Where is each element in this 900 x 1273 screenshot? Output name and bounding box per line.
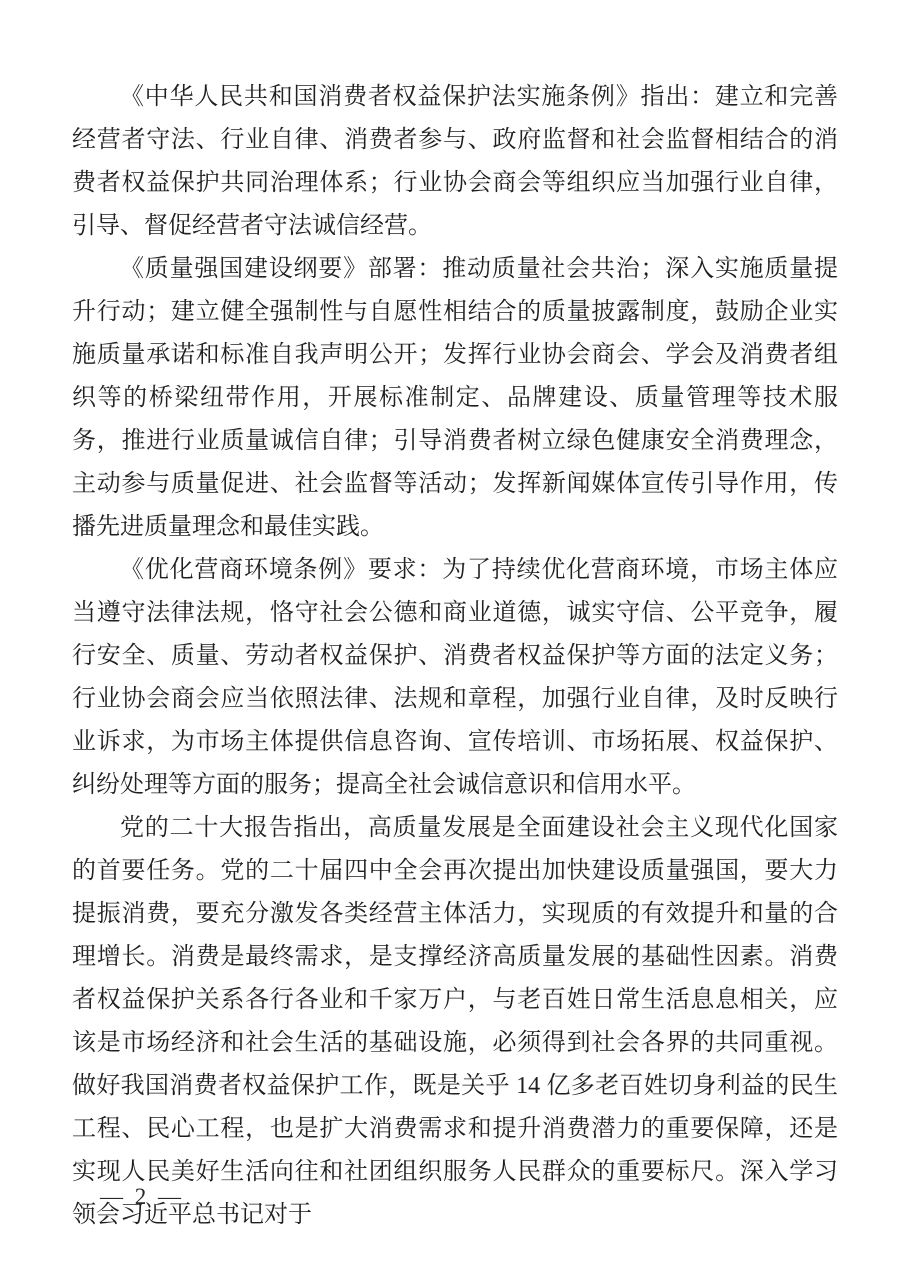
- paragraph-party-congress-report: 党的二十大报告指出，高质量发展是全面建设社会主义现代化国家的首要任务。党的二十届四中全会再次提出加快建设质量强国，要大力提振消费，要充分激发各类经营主体活力，实现质的有效提升和量的合理增长。消费是最终需求，是支撑经济高质量发展的基础性因素。消费者权益保护关系各行各业和千家万户，与老百姓日常生活息息相关，应该是市场经济和社会生活的基础设施，必须得到社会各界的共同重视。做好我国消费者权益保护工作，既是关乎 14 亿多老百姓切身利益的民生工程、民心工程，也是扩大消费需求和提升消费潜力的重要保障，还是实现人民美好生活向往和社团组织服务人民群众的重要标尺。深入学习领会习近平总书记对于: [72, 815, 838, 1228]
- paragraph-consumer-rights-regulation: 《中华人民共和国消费者权益保护法实施条例》指出：建立和完善经营者守法、行业自律、消费者参与、政府监督和社会监督相结合的消费者权益保护共同治理体系；行业协会商会等组织应当加强行业自律，引导、督促经营者守法诚信经营。: [72, 84, 838, 239]
- document-body: [72, 76, 838, 1237]
- paragraph-quality-nation-outline: 《质量强国建设纲要》部署：推动质量社会共治；深入实施质量提升行动；建立健全强制性与自愿性相结合的质量披露制度，鼓励企业实施质量承诺和标准自我声明公开；发挥行业协会商会、学会及消费者组织等的桥梁纽带作用，开展标准制定、品牌建设、质量管理等技术服务，推进行业质量诚信自律；引导消费者树立绿色健康安全消费理念，主动参与质量促进、社会监督等活动；发挥新闻媒体宣传引导作用，传播先进质量理念和最佳实践。: [72, 256, 838, 540]
- page-number: — 2 —: [100, 1184, 184, 1209]
- paragraph-business-environment-regulation: 《优化营商环境条例》要求：为了持续优化营商环境，市场主体应当遵守法律法规，恪守社会公德和商业道德，诚实守信、公平竞争，履行安全、质量、劳动者权益保护、消费者权益保护等方面的法定义务；行业协会商会应当依照法律、法规和章程，加强行业自律，及时反映行业诉求，为市场主体提供信息咨询、宣传培训、市场拓展、权益保护、纠纷处理等方面的服务；提高全社会诚信意识和信用水平。: [72, 557, 838, 798]
